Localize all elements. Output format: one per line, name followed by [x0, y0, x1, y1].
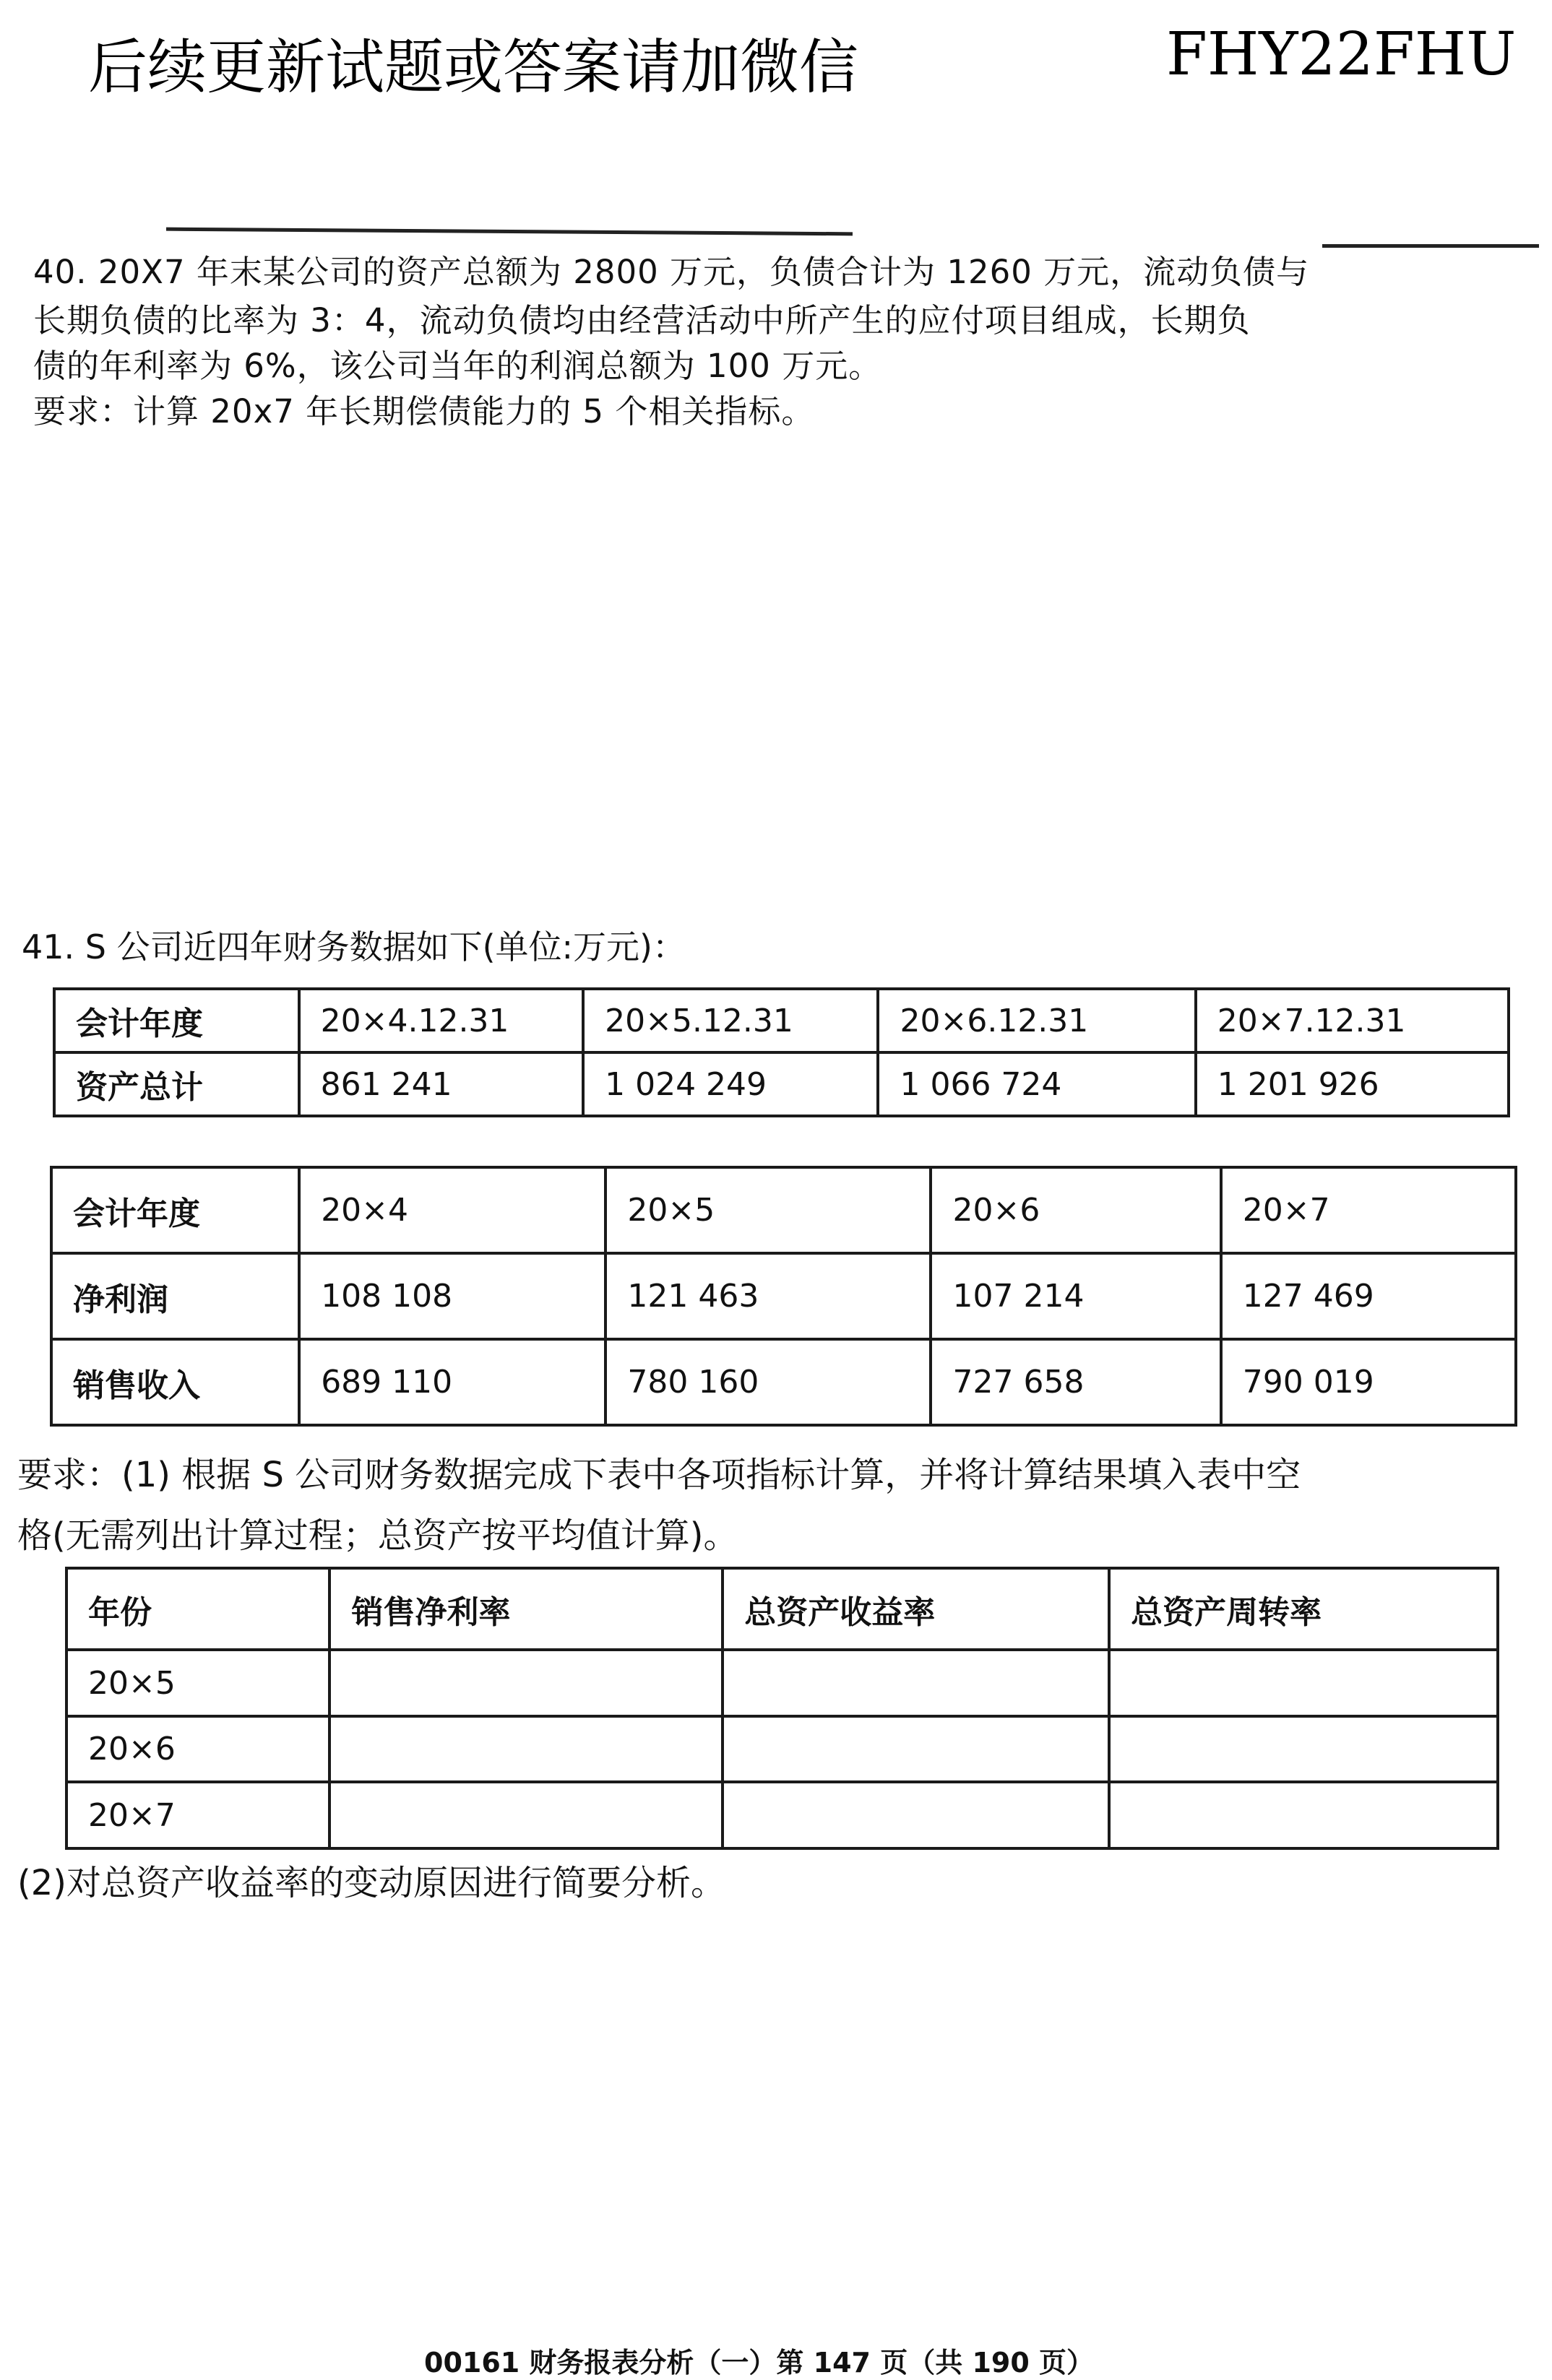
table-cell: 1 024 249 [583, 1052, 878, 1116]
q40-line-2: 长期负债的比率为 3：4，流动负债均由经营活动中所产生的应付项目组成，长期负 [33, 301, 1251, 339]
blank-cell [329, 1716, 723, 1783]
wechat-id: FHY22FHU [1166, 20, 1517, 89]
table-cell: 780 160 [605, 1339, 931, 1425]
table-cell: 资产总计 [54, 1052, 299, 1116]
header-title: 后续更新试题或答案请加微信 [88, 33, 859, 102]
table-cell: 会计年度 [51, 1167, 299, 1253]
table-row [66, 1716, 1498, 1783]
blank-cell [329, 1782, 723, 1848]
q41-requirement-line-2: 格(无需列出计算过程；总资产按平均值计算)。 [17, 1515, 738, 1556]
table-cell: 1 066 724 [878, 1052, 1195, 1116]
table-row [54, 989, 1509, 1052]
table-row [51, 1167, 1516, 1253]
q40-line-3: 债的年利率为 6%，该公司当年的利润总额为 100 万元。 [33, 347, 882, 385]
table-header-row [66, 1568, 1498, 1650]
table-cell: 净利润 [51, 1253, 299, 1339]
table-row [66, 1650, 1498, 1716]
blank-cell [723, 1650, 1109, 1716]
table-cell: 20×5.12.31 [583, 989, 878, 1052]
column-header: 销售净利率 [329, 1568, 723, 1650]
table-cell: 107 214 [931, 1253, 1220, 1339]
table-row [54, 1052, 1509, 1116]
year-cell: 20×5 [66, 1650, 329, 1716]
blank-cell [723, 1716, 1109, 1783]
table-cell: 20×4.12.31 [299, 989, 583, 1052]
income-table [50, 1166, 1517, 1427]
table-row [51, 1339, 1516, 1425]
blank-cell [1109, 1650, 1498, 1716]
table-row [51, 1253, 1516, 1339]
assets-table [53, 987, 1510, 1117]
scan-line [1322, 244, 1539, 248]
table-cell: 127 469 [1221, 1253, 1516, 1339]
table-cell: 790 019 [1221, 1339, 1516, 1425]
table-cell: 1 201 926 [1196, 1052, 1509, 1116]
table-cell: 861 241 [299, 1052, 583, 1116]
year-cell: 20×7 [66, 1782, 329, 1848]
indicator-table [65, 1567, 1499, 1850]
table-row [66, 1782, 1498, 1848]
table-cell: 20×5 [605, 1167, 931, 1253]
table-cell: 689 110 [299, 1339, 605, 1425]
table-cell: 108 108 [299, 1253, 605, 1339]
column-header: 总资产周转率 [1109, 1568, 1498, 1650]
table-cell: 20×6 [931, 1167, 1220, 1253]
scan-line [166, 228, 853, 236]
column-header: 总资产收益率 [723, 1568, 1109, 1650]
table-cell: 727 658 [931, 1339, 1220, 1425]
year-cell: 20×6 [66, 1716, 329, 1783]
blank-cell [1109, 1782, 1498, 1848]
page-footer: 00161 财务报表分析（一）第 147 页（共 190 页） [424, 2347, 1094, 2379]
column-header: 年份 [66, 1568, 329, 1650]
q41-part2: (2)对总资产收益率的变动原因进行简要分析。 [17, 1863, 725, 1903]
table-cell: 销售收入 [51, 1339, 299, 1425]
table-cell: 121 463 [605, 1253, 931, 1339]
q41-title: 41. S 公司近四年财务数据如下(单位:万元)： [22, 927, 686, 966]
table-cell: 20×7 [1221, 1167, 1516, 1253]
blank-cell [329, 1650, 723, 1716]
table-cell: 20×4 [299, 1167, 605, 1253]
table-cell: 20×6.12.31 [878, 989, 1195, 1052]
table-cell: 20×7.12.31 [1196, 989, 1509, 1052]
q40-line-1: 40. 20X7 年末某公司的资产总额为 2800 万元，负债合计为 1260 万元，流动负债与 [33, 253, 1310, 291]
blank-cell [1109, 1716, 1498, 1783]
q40-requirement: 要求：计算 20x7 年长期偿债能力的 5 个相关指标。 [33, 392, 815, 430]
table-cell: 会计年度 [54, 989, 299, 1052]
q41-requirement-line-1: 要求：(1) 根据 S 公司财务数据完成下表中各项指标计算，并将计算结果填入表中空 [17, 1455, 1301, 1495]
blank-cell [723, 1782, 1109, 1848]
